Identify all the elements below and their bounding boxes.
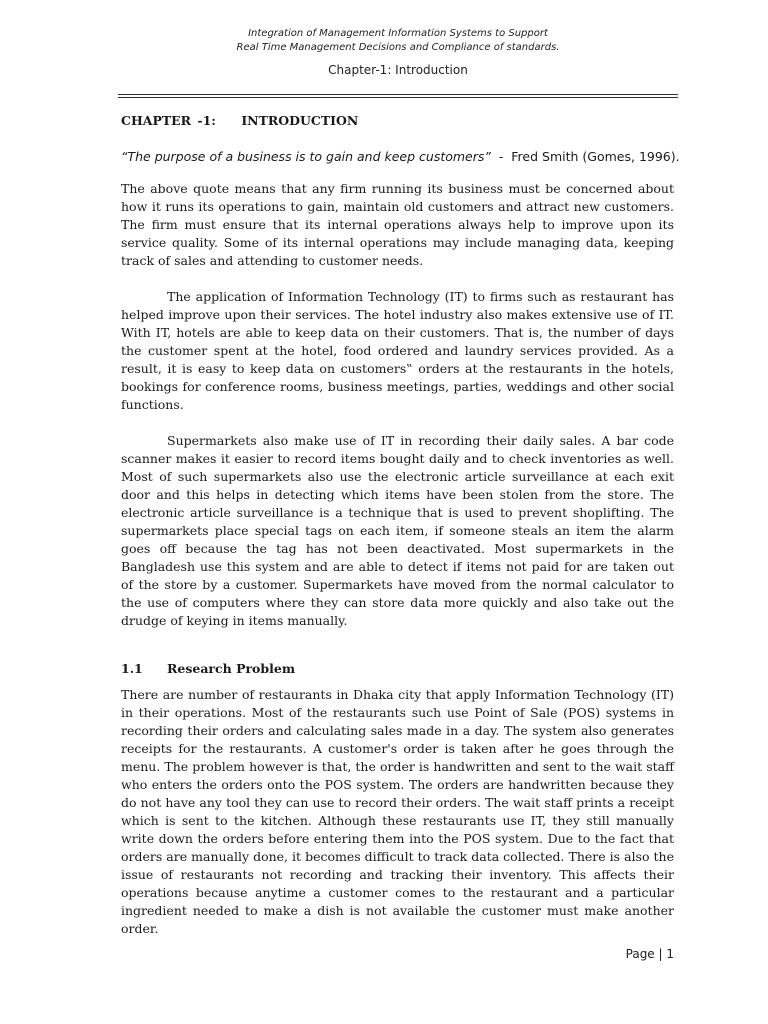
page-number: Page | 1	[625, 947, 674, 961]
section-title: Research Problem	[167, 661, 296, 676]
header-title-line-1: Integration of Management Information Systems to Support	[248, 28, 548, 39]
header-rule-bottom	[118, 97, 678, 98]
page-body	[121, 112, 680, 956]
paragraph-intro: The above quote means that any firm running its business must be concerned about how it runs its operations to gain, maintain old customers and attract new customers. The firm must ensure that its internal operations always help to improve upon its service quality. Some of its internal operations may include managing data, keeping track of sales and attending to customer needs.	[121, 181, 674, 268]
chapter-title: CHAPTER -1: INTRODUCTION	[121, 113, 359, 128]
opening-quote	[121, 148, 680, 166]
paragraph-research-problem: There are number of restaurants in Dhaka city that apply Information Technology (IT) in their operations. Most of the restaurants such use Point of Sale (POS) systems in recording their orders and calculating sales made in a day. The system also generates receipts for the restaurants. A customer's order is taken after he goes through the menu. The problem however is that, the order is handwritten and sent to the wait staff who enters the orders onto the POS system. The orders are handwritten because they do not have any tool they can use to record their orders. The wait staff prints a receipt which is sent to the kitchen. Although these restaurants use IT, they still manually write down the orders before entering them into the POS system. Due to the fact that orders are manually done, it becomes difficult to track data collected. There is also the issue of restaurants not recording and tracking their inventory. This affects their operations because anytime a customer comes to the restaurant and a particular ingredient needed to make a dish is not available the customer must make another order.	[121, 687, 674, 936]
section-number: 1.1	[121, 661, 143, 676]
paragraph-supermarkets: Supermarkets also make use of IT in recording their daily sales. A bar code scanner makes it easier to record items bought daily and to check inventories as well. Most of such supermarkets also use the electronic article surveillance at each exit door and this helps in detecting which items have been stolen from the store. The electronic article surveillance is a technique that is used to prevent shoplifting. The supermarkets place special tags on each item, if someone steals an item the alarm goes off because the tag has not been deactivated. Most supermarkets in the Bangladesh use this system and are able to detect if items not paid for are taken out of the store by a customer. Supermarkets have moved from the normal calculator to the use of computers where they can store data more quickly and also take out the drudge of keying in items manually.	[121, 433, 674, 628]
header-rule-top	[118, 94, 678, 95]
paragraph-it-application: The application of Information Technology (IT) to firms such as restaurant has helped improve upon their services. The hotel industry also makes extensive use of IT. With IT, hotels are able to keep data on their customers. That is, the number of days the customer spent at the hotel, food ordered and laundry services provided. As a result, it is easy to keep data on customers‟ orders at the restaurants in the hotels, bookings for conference rooms, business meetings, parties, weddings and other social functions.	[121, 289, 674, 412]
running-header	[118, 27, 678, 78]
header-chapter: Chapter-1: Introduction	[328, 63, 468, 77]
section-heading	[121, 660, 674, 678]
quote-text: “The purpose of a business is to gain and keep customers”	[121, 149, 491, 164]
quote-attribution: - Fred Smith (Gomes, 1996).	[490, 149, 680, 164]
header-title-line-2: Real Time Management Decisions and Compliance of standards.	[236, 42, 560, 53]
